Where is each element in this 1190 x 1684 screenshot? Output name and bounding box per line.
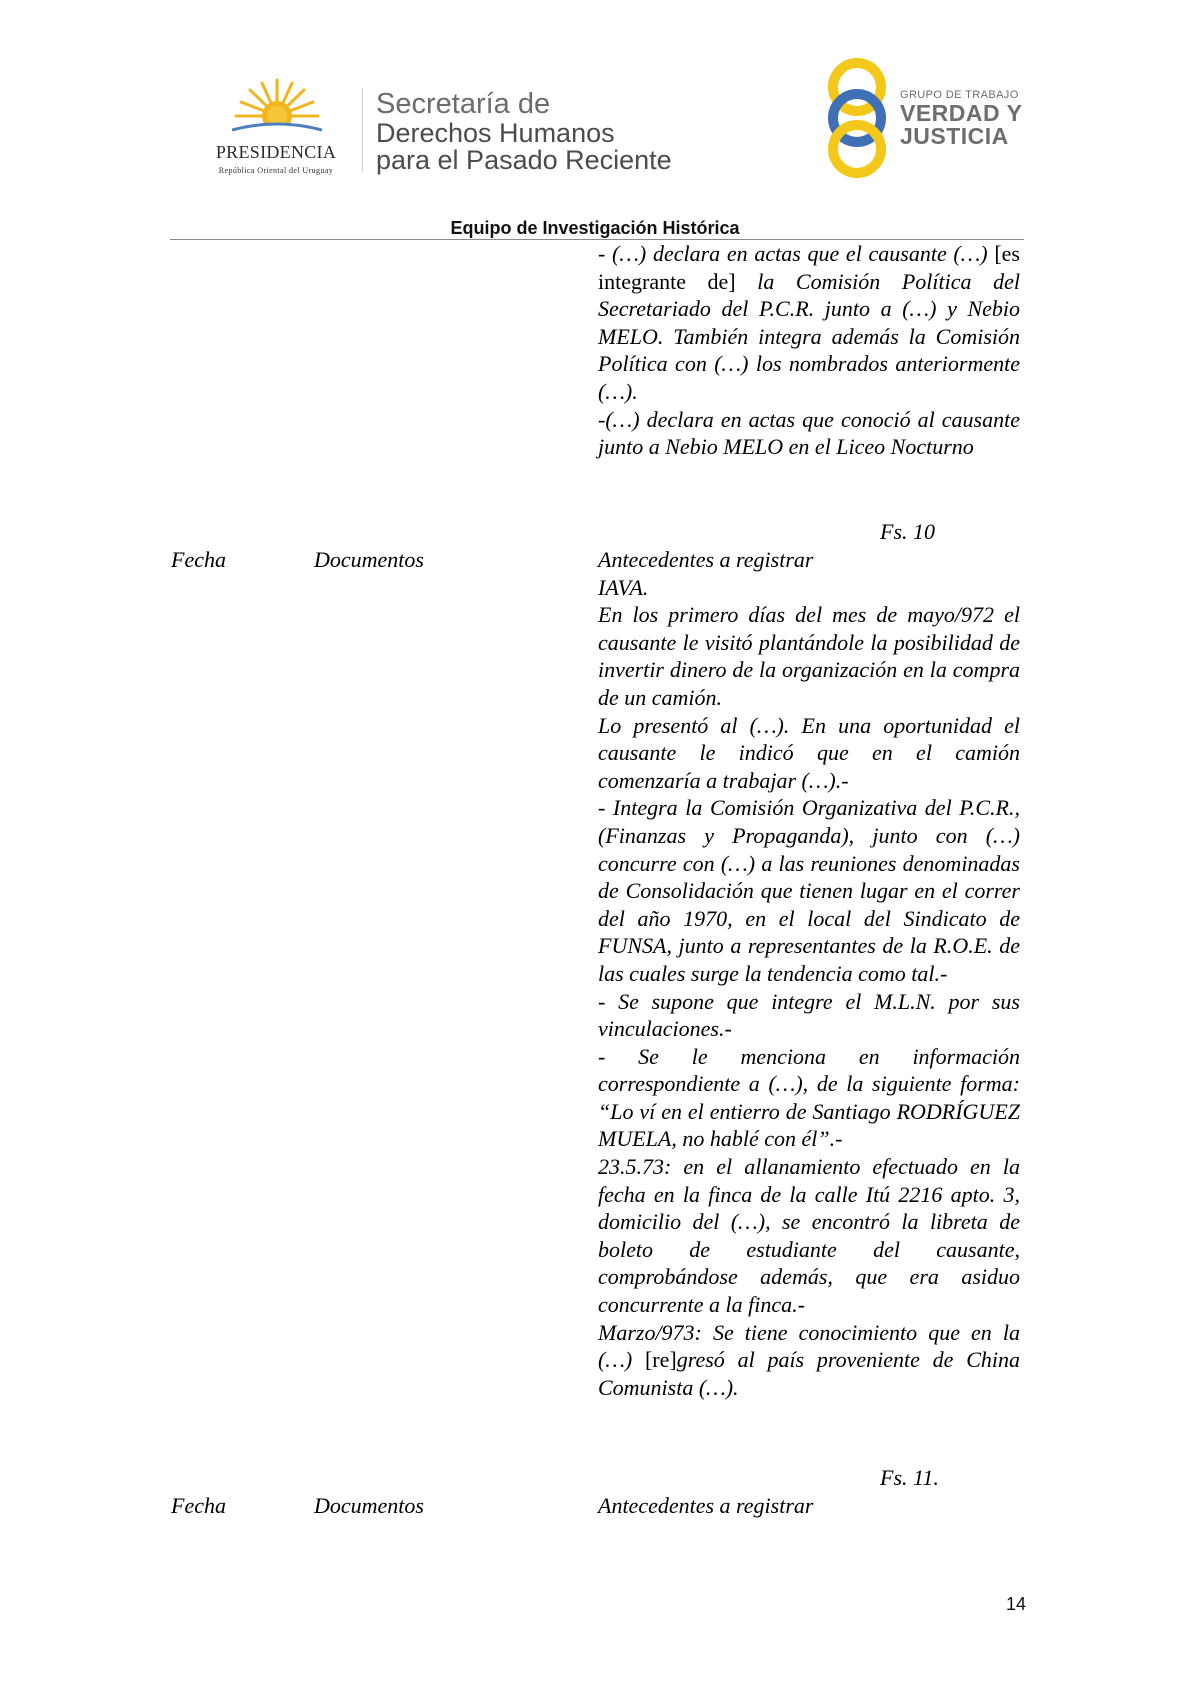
team-heading bbox=[0, 218, 1190, 239]
continuation-block bbox=[598, 240, 1020, 461]
antecedentes-block-1 bbox=[598, 546, 1020, 1401]
section1-paragraph-8 bbox=[598, 1319, 1020, 1402]
logo-divider bbox=[362, 88, 363, 172]
block1-paragraph-1 bbox=[598, 240, 1020, 406]
presidencia-logo bbox=[196, 78, 356, 180]
section1-p8-bracket: [re] bbox=[644, 1347, 677, 1373]
secretaria-line-1: Secretaría de bbox=[376, 88, 551, 120]
secretaria-line-3: para el Pasado Reciente bbox=[376, 145, 672, 175]
fecha-label-2: Fecha bbox=[171, 1493, 226, 1518]
section1-paragraph-7: 23.5.73: en el allanamiento efectuado en la fecha en la finca de la calle Itú 2216 apto. 3, domicilio del (…), se encontró la libreta de boleto de estudiante del causante, comprobándose además, que era asiduo concurrente a la finca.- bbox=[598, 1154, 1020, 1318]
page-number: 14 bbox=[1005, 1594, 1026, 1614]
verdad-justicia-logo bbox=[822, 56, 1032, 180]
antecedentes-heading-2: Antecedentes a registrar bbox=[598, 1493, 814, 1518]
grupo-line-3: JUSTICIA bbox=[900, 123, 1009, 149]
antecedentes-heading: Antecedentes a registrar bbox=[598, 547, 814, 572]
section1-paragraph-6: - Se le menciona en información correspondiente a (…), de la siguiente forma: “Lo ví en el entierro de Santiago RODRÍGUEZ MUELA, no hablé con él”.- bbox=[598, 1043, 1020, 1152]
presidencia-subtitle: República Oriental del Uruguay bbox=[218, 166, 334, 175]
block1-p1-part-c: la Comisión Política del Secretariado del P.C.R. junto a (…) y Nebio MELO. También integra además la Comisión Política con (…) los nombrados anteriormente (…). bbox=[598, 268, 1020, 404]
section1-paragraph-5: - Se supone que integre el M.L.N. por sus vinculaciones.- bbox=[598, 988, 1020, 1042]
documentos-label-2: Documentos bbox=[314, 1493, 424, 1518]
interlocked-rings-icon bbox=[822, 56, 892, 180]
fecha-label: Fecha bbox=[171, 547, 226, 572]
documentos-label: Documentos bbox=[314, 547, 424, 572]
secretaria-line-2: Derechos Humanos bbox=[376, 118, 615, 148]
section1-paragraph-2: En los primero días del mes de mayo/972 el causante le visitó plantándole la posibilidad de invertir dinero de la organización en la compra de un camión. bbox=[598, 602, 1020, 710]
section1-paragraph-4: - Integra la Comisión Organizativa del P.C.R., (Finanzas y Propaganda), junto con (…) concurre con (…) a las reuniones denominadas de Consolidación que tienen lugar en el correr del año 1970, en el local del Sindicato de FUNSA, junto a representantes de la R.O.E. de las cuales surge la tendencia como tal.- bbox=[598, 795, 1020, 986]
section1-paragraph-3: Lo presentó al (…). En una oportunidad el causante le indicó que en el camión comenzaría a trabajar (…).- bbox=[598, 712, 1020, 793]
grupo-line-2: VERDAD Y bbox=[900, 100, 1023, 126]
secretaria-logo-text bbox=[376, 88, 672, 174]
verdad-justicia-text bbox=[900, 88, 1022, 148]
team-heading-text: Equipo de Investigación Histórica bbox=[450, 218, 740, 238]
block1-p1-part-a: - (…) declara en actas que el causante (…) bbox=[598, 241, 995, 266]
block1-paragraph-2: -(…) declara en actas que conoció al causante junto a Nebio MELO en el Liceo Nocturno bbox=[598, 406, 1020, 460]
grupo-line-1: GRUPO DE TRABAJO bbox=[900, 89, 1019, 101]
section1-paragraph-1: IAVA. bbox=[598, 574, 649, 600]
section1-p8-part-c: gresó al país proveniente de China Comunista (…). bbox=[598, 1347, 1020, 1400]
section1-p8-part-a: Marzo/973: Se tiene conocimiento que en la (…) bbox=[598, 1319, 1020, 1373]
folio-label-11: Fs. 11. bbox=[880, 1465, 939, 1490]
block1-p1-bracket: [es integrante de] bbox=[598, 241, 1020, 294]
folio-label-10: Fs. 10 bbox=[880, 519, 935, 544]
sun-emblem-icon bbox=[232, 78, 322, 148]
presidencia-name: PRESIDENCIA bbox=[215, 142, 337, 162]
